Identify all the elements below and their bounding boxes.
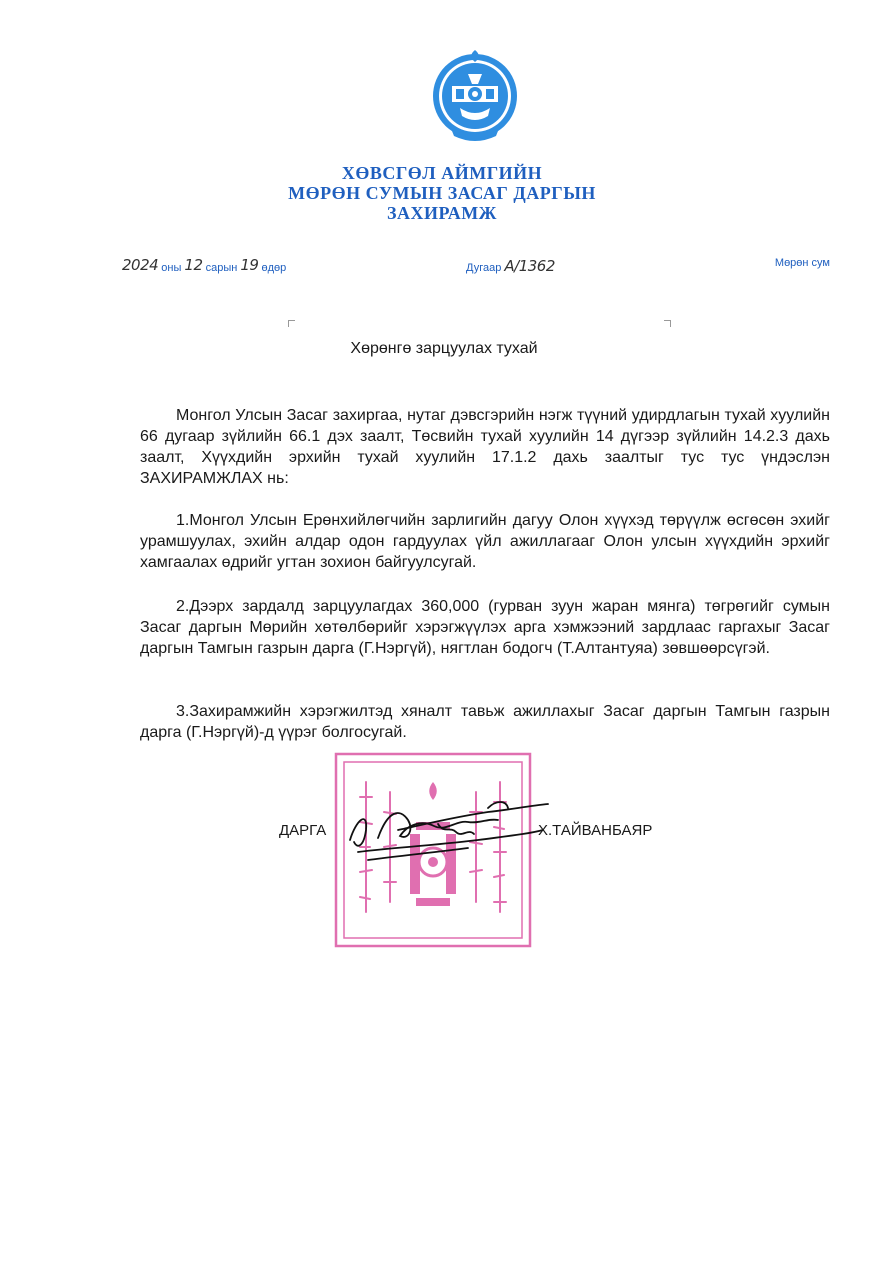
document-place: Мөрөн сум xyxy=(774,257,830,269)
header-sum-governor: МӨРӨН СУМЫН ЗАСАГ ДАРГЫН xyxy=(288,183,596,203)
document-number xyxy=(466,257,555,275)
header-aimag: ХӨВСГӨЛ АЙМГИЙН xyxy=(341,163,543,183)
date-day: 19 xyxy=(240,256,259,274)
document-subject: Хөрөнгө зарцуулах тухай xyxy=(350,340,538,357)
date-month: 12 xyxy=(184,256,203,274)
paragraph-item-2: 2.Дээрх зардалд зарцуулагдах 360,000 (гурван зуун жаран мянга) төгрөгийг сумын Засаг даргын Мөрийн хөтөлбөрийг хэрэгжүүлэх арга хэмжээний зардлаас гаргахыг Засаг даргын Тамгын газрын дарга (Г.Нэргүй), нягтлан бодогч (Т.Алтантуяа) зөвшөөрсүгэй. xyxy=(140,598,830,657)
date-month-suffix: сарын xyxy=(205,262,238,274)
signatory-title: ДАРГА xyxy=(279,822,327,839)
date-year-suffix: оны xyxy=(161,262,182,274)
header-document-type: ЗАХИРАМЖ xyxy=(387,203,497,223)
handwritten-signature-icon xyxy=(338,790,568,870)
paragraph-item-3: 3.Захирамжийн хэрэгжилтэд хяналт тавьж ажиллахыг Засаг даргын Тамгын газрын дарга (Г.Нэргүй)-д үүрэг болгосугай. xyxy=(140,703,830,741)
state-emblem-icon xyxy=(430,46,520,144)
corner-mark-right xyxy=(664,320,671,327)
paragraph-item-1: 1.Монгол Улсын Ерөнхийлөгчийн зарлигийн дагуу Олон хүүхэд төрүүлж өсгөсөн эхийг урамшуулах, эхийн алдар одон гардуулах үйл ажиллагааг Олон улсын хүүхдийн эрхийг хамгаалах өдрийг угтан зохион байгуулсугай. xyxy=(140,512,830,571)
number-label: Дугаар xyxy=(466,262,502,274)
paragraph-preamble: Монгол Улсын Засаг захиргаа, нутаг дэвсгэрийн нэгж түүний удирдлагын тухай хуулийн 66 дугаар зүйлийн 66.1 дэх заалт, Төсвийн тухай хуулийн 14 дүгээр зүйлийн 14.2.3 дахь заалт, Хүүхдийн эрхийн тухай хуулийн 17.1.2 дахь заалтыг тус тус үндэслэн ЗАХИРАМЖЛАХ нь: xyxy=(140,407,830,487)
date-line xyxy=(122,257,286,275)
corner-mark-left xyxy=(288,320,295,327)
date-year: 2024 xyxy=(122,256,159,274)
date-day-suffix: өдөр xyxy=(261,262,287,274)
signatory-name: Х.ТАЙВАНБАЯР xyxy=(538,822,653,839)
number-value: А/1362 xyxy=(504,257,555,275)
